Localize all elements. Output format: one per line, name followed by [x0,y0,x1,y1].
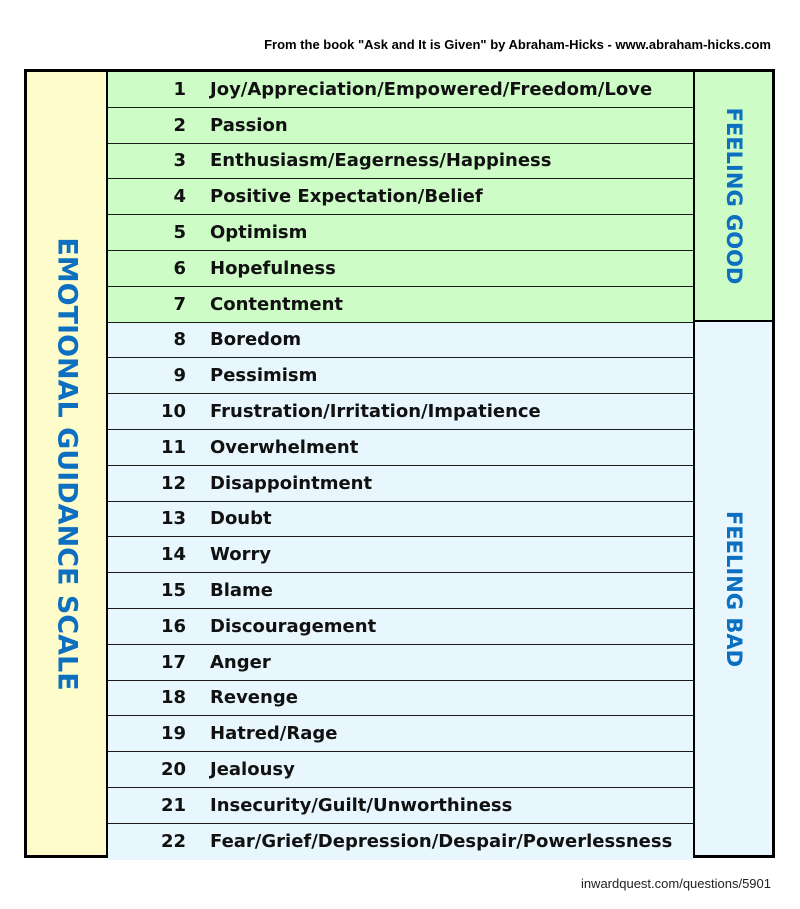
emotional-scale-table [24,69,775,858]
row-emotion-label: Pessimism [210,365,318,387]
scale-row [108,752,693,788]
row-emotion-label: Hopefulness [210,257,336,279]
scale-row [108,323,693,359]
row-number: 2 [173,114,186,136]
row-emotion-label: Anger [210,651,271,673]
zone-column [693,72,772,855]
scale-rows [108,72,693,860]
row-number: 4 [173,186,186,208]
row-number: 21 [160,794,186,816]
scale-row [108,788,693,824]
scale-title: EMOTIONAL GUIDANCE SCALE [51,236,82,691]
row-number: 14 [160,544,186,566]
scale-title-column [27,72,108,855]
row-number: 20 [160,759,186,781]
row-number: 1 [173,78,186,100]
scale-row [108,108,693,144]
row-emotion-label: Revenge [210,687,298,709]
row-number: 7 [173,293,186,315]
row-emotion-label: Hatred/Rage [210,723,338,745]
scale-row [108,251,693,287]
scale-row [108,681,693,717]
row-emotion-label: Boredom [210,329,302,351]
scale-row [108,502,693,538]
row-emotion-label: Blame [210,580,273,602]
row-number: 10 [160,401,186,423]
feeling-good-label: FEELING GOOD [721,107,746,285]
row-number: 12 [160,472,186,494]
scale-row [108,358,693,394]
row-emotion-label: Enthusiasm/Eagerness/Happiness [210,150,552,172]
row-number: 22 [160,831,186,853]
scale-row [108,394,693,430]
row-number: 16 [160,615,186,637]
row-emotion-label: Insecurity/Guilt/Unworthiness [210,794,513,816]
feeling-bad-zone [695,322,772,855]
feeling-good-zone [695,72,772,322]
source-url: inwardquest.com/questions/5901 [580,876,771,891]
scale-row [108,466,693,502]
row-number: 6 [173,257,186,279]
scale-row [108,537,693,573]
row-emotion-label: Passion [210,114,288,136]
row-number: 8 [173,329,186,351]
scale-row [108,72,693,108]
row-emotion-label: Discouragement [210,615,377,637]
scale-row [108,215,693,251]
row-number: 9 [173,365,186,387]
row-emotion-label: Doubt [210,508,272,530]
row-number: 18 [160,687,186,709]
scale-row [108,430,693,466]
scale-row [108,144,693,180]
scale-row [108,573,693,609]
feeling-bad-label: FEELING BAD [721,510,746,667]
scale-row [108,609,693,645]
scale-row [108,179,693,215]
source-credit: From the book "Ask and It is Given" by Abraham-Hicks - www.abraham-hicks.com [264,37,771,52]
row-number: 19 [160,723,186,745]
scale-row [108,716,693,752]
row-emotion-label: Frustration/Irritation/Impatience [210,401,541,423]
row-emotion-label: Positive Expectation/Belief [210,186,483,208]
row-emotion-label: Joy/Appreciation/Empowered/Freedom/Love [210,78,653,100]
row-number: 5 [173,222,186,244]
row-number: 13 [160,508,186,530]
scale-row [108,645,693,681]
row-emotion-label: Fear/Grief/Depression/Despair/Powerlessness [210,831,673,853]
scale-row [108,824,693,860]
row-number: 15 [160,580,186,602]
row-number: 17 [160,651,186,673]
row-emotion-label: Worry [210,544,272,566]
row-emotion-label: Overwhelment [210,436,359,458]
row-emotion-label: Optimism [210,222,308,244]
row-number: 11 [160,436,186,458]
row-emotion-label: Jealousy [210,759,295,781]
row-emotion-label: Disappointment [210,472,373,494]
row-emotion-label: Contentment [210,293,344,315]
scale-row [108,287,693,323]
row-number: 3 [173,150,186,172]
